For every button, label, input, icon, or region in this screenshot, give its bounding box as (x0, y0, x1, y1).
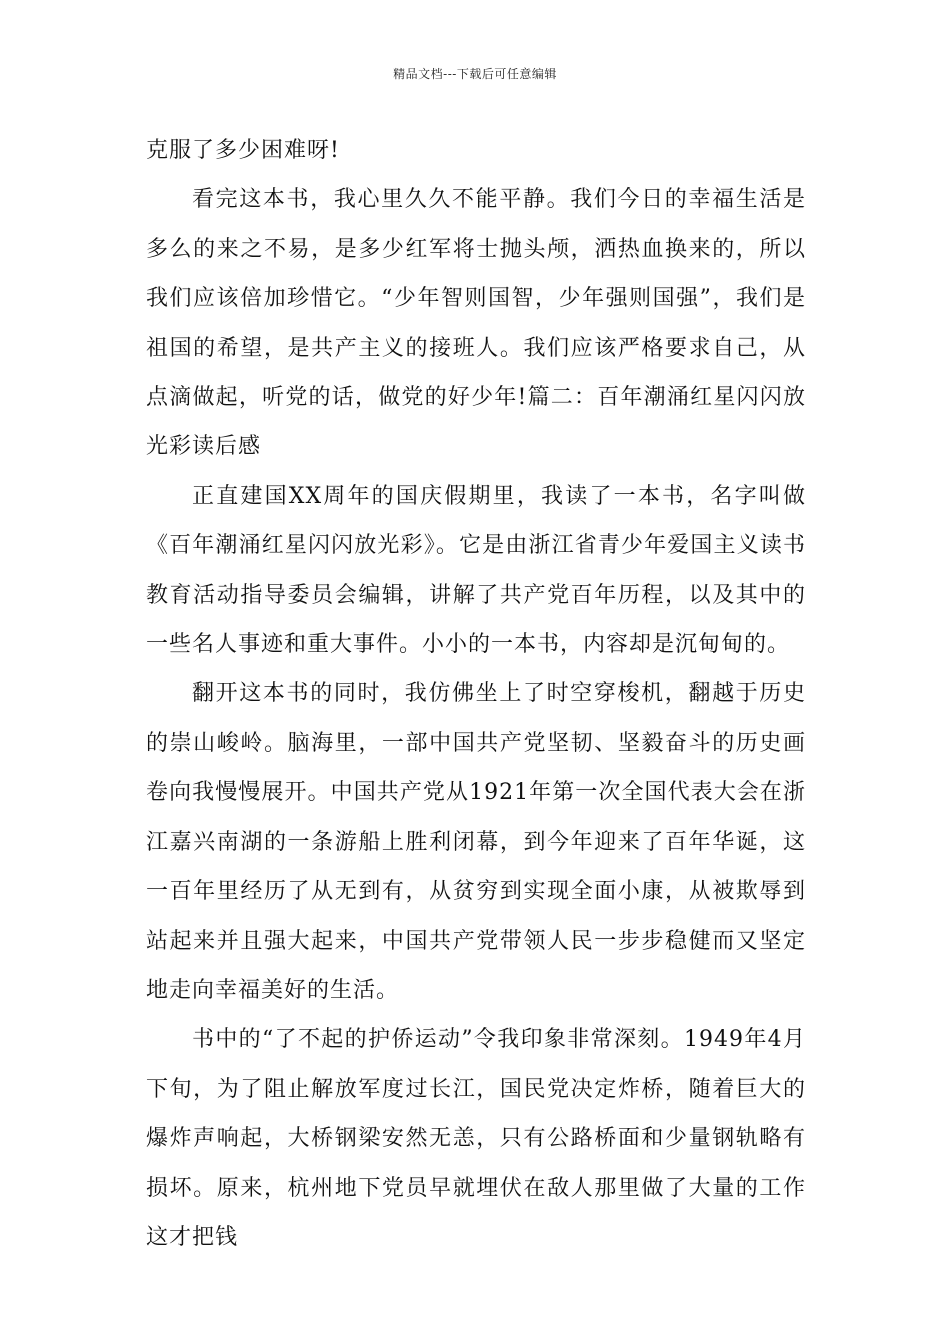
paragraph-1: 克服了多少困难呀! (146, 138, 340, 163)
paragraph-3: 正直建国XX周年的国庆假期里，我读了一本书，名字叫做《百年潮涌红星闪闪放光彩》。它是由浙江省青少年爱国主义读书教育活动指导委员会编辑，讲解了共产党百年历程，以及其中的一些名人事迹和重大事件。小小的一本书，内容却是沉甸甸的。 (146, 483, 806, 658)
page-header: 精品文档---下载后可任意编辑 (393, 67, 557, 81)
paragraph-4: 翻开这本书的同时，我仿佛坐上了时空穿梭机，翻越于历史的崇山峻岭。脑海里，一部中国共产党坚韧、坚毅奋斗的历史画卷向我慢慢展开。中国共产党从1921年第一次全国代表大会在浙江嘉兴南湖的一条游船上胜利闭幕，到今年迎来了百年华诞，这一百年里经历了从无到有，从贫穷到实现全面小康，从被欺辱到站起来并且强大起来，中国共产党带领人民一步步稳健而又坚定地走向幸福美好的生活。 (146, 681, 806, 1003)
document-body (146, 126, 806, 1262)
paragraph-2: 看完这本书，我心里久久不能平静。我们今日的幸福生活是多么的来之不易，是多少红军将士抛头颅，洒热血换来的，所以我们应该倍加珍惜它。“少年智则国智，少年强则国强”，我们是祖国的希望，是共产主义的接班人。我们应该严格要求自己，从点滴做起，听党的话，做党的好少年!篇二：百年潮涌红星闪闪放光彩读后感 (146, 187, 806, 460)
paragraph-5: 书中的“了不起的护侨运动”令我印象非常深刻。1949年4月下旬，为了阻止解放军度过长江，国民党决定炸桥，随着巨大的爆炸声响起，大桥钢梁安然无恙，只有公路桥面和少量钢轨略有损坏。原来，杭州地下党员早就埋伏在敌人那里做了大量的工作这才把钱 (146, 1027, 806, 1250)
